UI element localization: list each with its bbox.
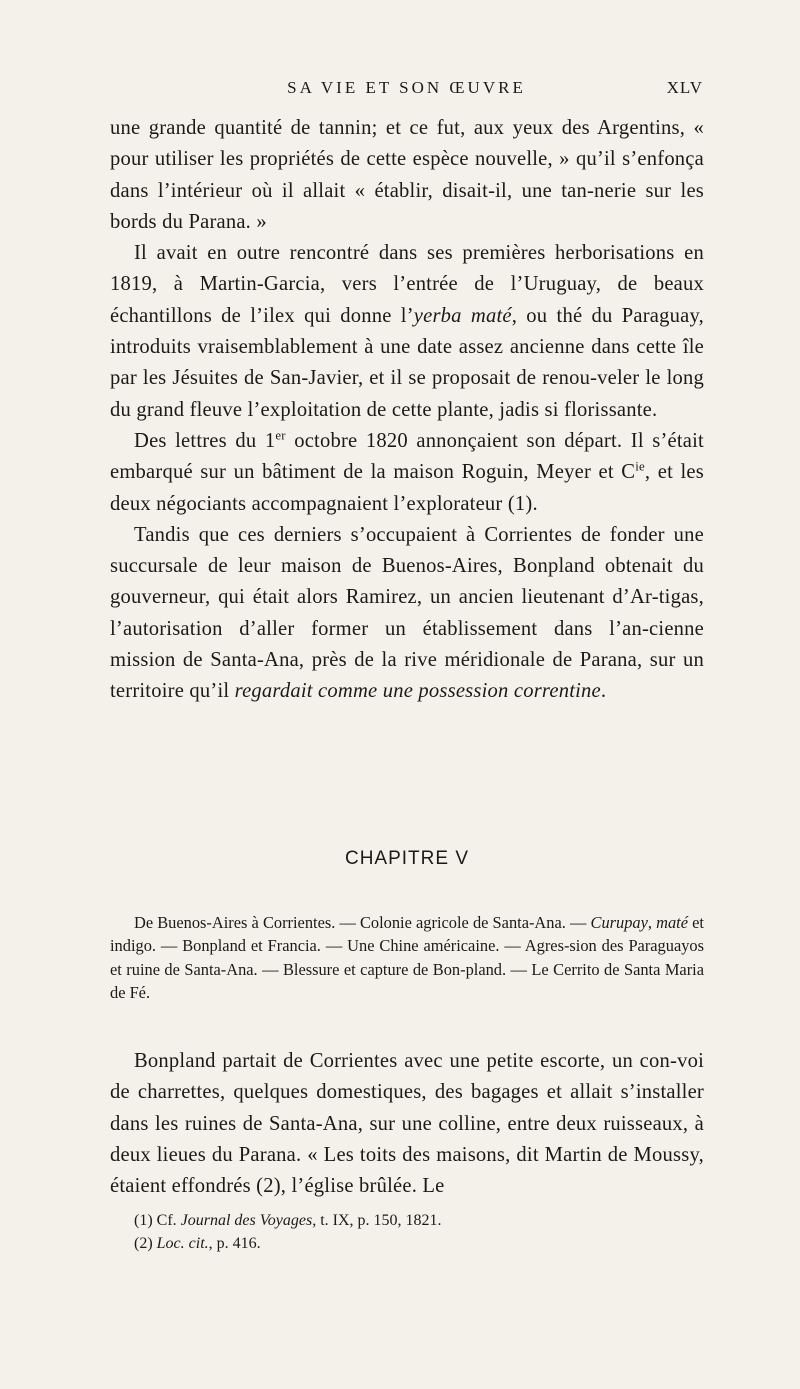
footnotes (134, 1209, 704, 1255)
paragraph-tannerie (110, 113, 704, 238)
paragraph-text: Des lettres du 1 (134, 429, 276, 452)
running-title: SA VIE ET SON ŒUVRE (287, 78, 526, 97)
footnote (134, 1209, 704, 1232)
summary-text: De Buenos-Aires à Corrientes. — Colonie agricole de Santa-Ana. — (134, 913, 591, 932)
footnote (134, 1232, 704, 1255)
superscript: er (275, 428, 286, 443)
footnote-text: (2) (134, 1235, 157, 1252)
chapter-heading: CHAPITRE V (344, 848, 470, 869)
superscript: ie (635, 459, 645, 474)
italic-phrase: regardait comme une possession correntine (234, 680, 601, 703)
paragraph-text: . (600, 680, 607, 703)
paragraph-lettres (110, 426, 704, 520)
body-text (110, 113, 704, 708)
italic-term: yerba maté (413, 304, 512, 327)
summary-text: et indigo. — Bonpland et Francia. — Une Chine américaine. — Agres-sion des Paraguayos et ruine de Santa-Ana. — Blessure et capture de Bon-pland. — Le Cerrito de Santa Maria de Fé. (110, 913, 704, 1003)
footnote-text: , t. IX, p. 150, 1821. (312, 1212, 442, 1229)
paragraph-text: Il avait en outre rencontré dans ses premières herborisations en 1819, à Martin-Garcia, vers l’entrée de l’Uruguay, de beaux échantillons de l’ilex qui donne l’ (110, 242, 704, 327)
paragraph-corrientes (110, 520, 704, 708)
paragraph-text: octobre 1820 annonçaient son départ. Il s’était embarqué sur un bâtiment de la maison Roguin, Meyer et C (110, 429, 704, 484)
paragraph-text: , ou thé du Paraguay, introduits vraisemblablement à une date assez ancienne dans cette île par les Jésuites de San-Javier, et il se proposait de renou-veler le long du grand fleuve l’exploitation de cette plante, jadis si florissante. (110, 304, 704, 421)
footnote-text: (1) Cf. (134, 1212, 181, 1229)
italic-term: Curupay (590, 913, 648, 932)
paragraph-text: une grande quantité de tannin; et ce fut, aux yeux des Argentins, « pour utiliser les propriétés de cette espèce nouvelle, » qu’il s’enfonça dans l’intérieur où il allait « établir, disait-il, une tan-nerie sur les bords du Parana. » (110, 117, 704, 233)
italic-title: Loc. cit. (156, 1235, 209, 1252)
summary-text: , (647, 913, 657, 932)
chapter-summary (110, 911, 704, 1005)
italic-term: maté (656, 913, 689, 932)
footnote-text: , p. 416. (208, 1235, 261, 1252)
chapter-opening-paragraph: Bonpland partait de Corrientes avec une petite escorte, un con-voi de charrettes, quelques domestiques, des bagages et allait s’installer dans les ruines de Santa-Ana, sur une colline, entre deux ruisseaux, à deux lieues du Parana. « Les toits des maisons, dit Martin de Moussy, étaient effondrés (2), l’église brûlée. Le (110, 1050, 704, 1198)
italic-title: Journal des Voyages (180, 1212, 313, 1229)
running-head (110, 78, 703, 104)
page-number: XLV (666, 78, 703, 97)
paragraph-text: , et les deux négociants accompagnaient l’explorateur (1). (110, 461, 704, 515)
paragraph-text: Tandis que ces derniers s’occupaient à Corrientes de fonder une succursale de leur maison de Buenos-Aires, Bonpland obtenait du gouverneur, qui était alors Ramirez, un ancien lieutenant d’Ar-tigas, l’autorisation d’aller former un établissement dans l’an-cienne mission de Santa-Ana, près de la rive méridionale de Parana, sur un territoire qu’il (110, 523, 704, 703)
paragraph-yerba-mate (110, 238, 704, 426)
